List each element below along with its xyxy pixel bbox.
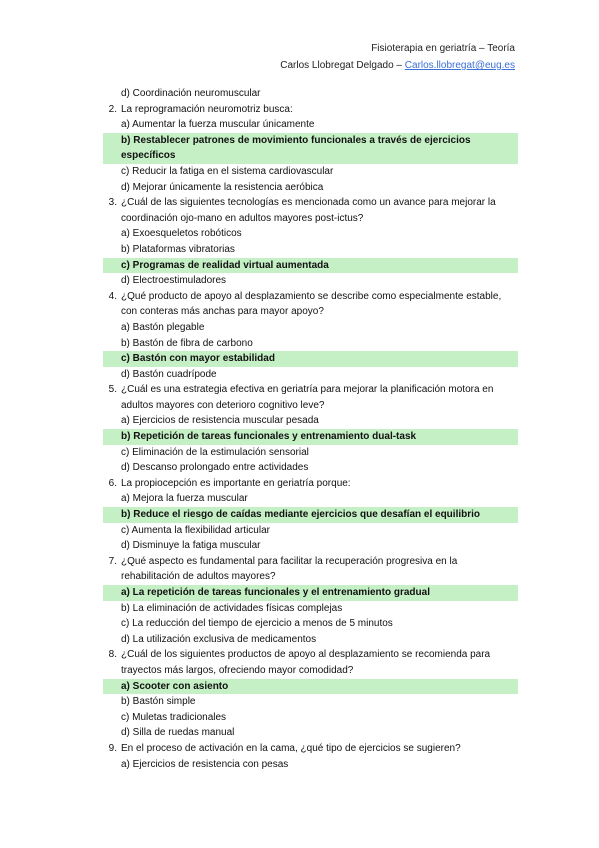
option-q3-d: d) Electroestimuladores: [121, 275, 227, 287]
option-q6-d: d) Disminuye la fatiga muscular: [121, 540, 261, 552]
option-q6-a: a) Mejora la fuerza muscular: [121, 493, 248, 505]
option-q5-a: a) Ejercicios de resistencia muscular pesada: [121, 415, 319, 427]
question-number: 7.: [108, 555, 117, 567]
correct-option-q2-b: b) Restablecer patrones de movimiento funcionales a través de ejercicios específicos: [103, 133, 518, 164]
option-q3-b: b) Plataformas vibratorias: [121, 243, 235, 255]
question-number: 6.: [108, 477, 117, 489]
question-number: 5.: [108, 384, 117, 396]
correct-option-q6-b: b) Reduce el riesgo de caídas mediante ejercicios que desafían el equilibrio: [103, 507, 518, 523]
question-5: [103, 382, 518, 413]
correct-option-q4-c: c) Bastón con mayor estabilidad: [103, 351, 518, 367]
option-q8-b: b) Bastón simple: [121, 696, 196, 708]
question-text: ¿Cuál de los siguientes productos de apoyo al desplazamiento se recomienda para trayectos más largos, ofreciendo mayor comodidad?: [121, 649, 491, 676]
question-8: [103, 647, 518, 678]
option-q4-b: b) Bastón de fibra de carbono: [121, 337, 253, 349]
question-number: 2.: [108, 103, 117, 115]
question-text: ¿Qué aspecto es fundamental para facilitar la recuperación progresiva en la rehabilitación de adultos mayores?: [121, 555, 458, 583]
question-2: [103, 102, 518, 118]
question-text: ¿Cuál de las siguientes tecnologías es mencionada como un avance para mejorar la coordinación ojo-mano en adultos mayores post-ictus?: [121, 197, 496, 224]
option-q2-a: a) Aumentar la fuerza muscular únicamente: [121, 119, 315, 131]
option-q4-d: d) Bastón cuadrípode: [121, 368, 217, 380]
question-text: ¿Cuál es una estrategia efectiva en geriatría para mejorar la planificación motora en adultos mayores con deterioro cognitivo leve?: [121, 384, 494, 411]
option-q7-b: b) La eliminación de actividades físicas complejas: [121, 602, 343, 614]
option-q9-a: a) Ejercicios de resistencia con pesas: [121, 758, 289, 770]
correct-option-q8-a: a) Scooter con asiento: [103, 679, 518, 695]
option-q7-c: c) La reducción del tiempo de ejercicio a menos de 5 minutos: [121, 618, 393, 630]
correct-option-q7-a: a) La repetición de tareas funcionales y el entrenamiento gradual: [103, 585, 518, 601]
option-q8-c: c) Muletas tradicionales: [121, 711, 227, 723]
question-6: [103, 476, 518, 492]
author-name: Carlos Llobregat Delgado –: [280, 60, 402, 71]
question-9: [103, 741, 518, 757]
author-email-link[interactable]: Carlos.llobregat@eug.es: [404, 60, 515, 71]
question-number: 4.: [108, 290, 117, 302]
option-q5-c: c) Eliminación de la estimulación sensorial: [121, 446, 309, 458]
question-text: La propiocepción es importante en geriatría porque:: [121, 477, 351, 489]
question-text: ¿Qué producto de apoyo al desplazamiento se describe como especialmente estable, con conteras más anchas para mayor apoyo?: [121, 290, 502, 318]
correct-option-q5-b: b) Repetición de tareas funcionales y entrenamiento dual-task: [103, 429, 518, 445]
option-q2-d: d) Mejorar únicamente la resistencia aeróbica: [121, 181, 324, 193]
author-line: [280, 59, 515, 72]
course-title: Fisioterapia en geriatría – Teoría: [371, 43, 515, 54]
option-q1-d: d) Coordinación neuromuscular: [121, 88, 261, 99]
question-3: [103, 195, 518, 226]
question-text: En el proceso de activación en la cama, ¿qué tipo de ejercicios se sugieren?: [121, 742, 461, 754]
question-number: 8.: [108, 649, 117, 661]
option-q6-c: c) Aumenta la flexibilidad articular: [121, 524, 270, 536]
option-q7-d: d) La utilización exclusiva de medicamentos: [121, 633, 317, 645]
quiz-content: [103, 86, 518, 772]
question-4: [103, 289, 518, 320]
option-q5-d: d) Descanso prolongado entre actividades: [121, 462, 309, 474]
option-q3-a: a) Exoesqueletos robóticos: [121, 228, 242, 240]
question-text: La reprogramación neuromotriz busca:: [121, 103, 293, 115]
option-q4-a: a) Bastón plegable: [121, 321, 205, 333]
question-7: [103, 554, 518, 585]
option-q2-c: c) Reducir la fatiga en el sistema cardiovascular: [121, 165, 334, 177]
question-number: 9.: [108, 742, 117, 754]
question-number: 3.: [108, 197, 117, 209]
correct-option-q3-c: c) Programas de realidad virtual aumentada: [103, 258, 518, 274]
option-q8-d: d) Silla de ruedas manual: [121, 727, 235, 739]
